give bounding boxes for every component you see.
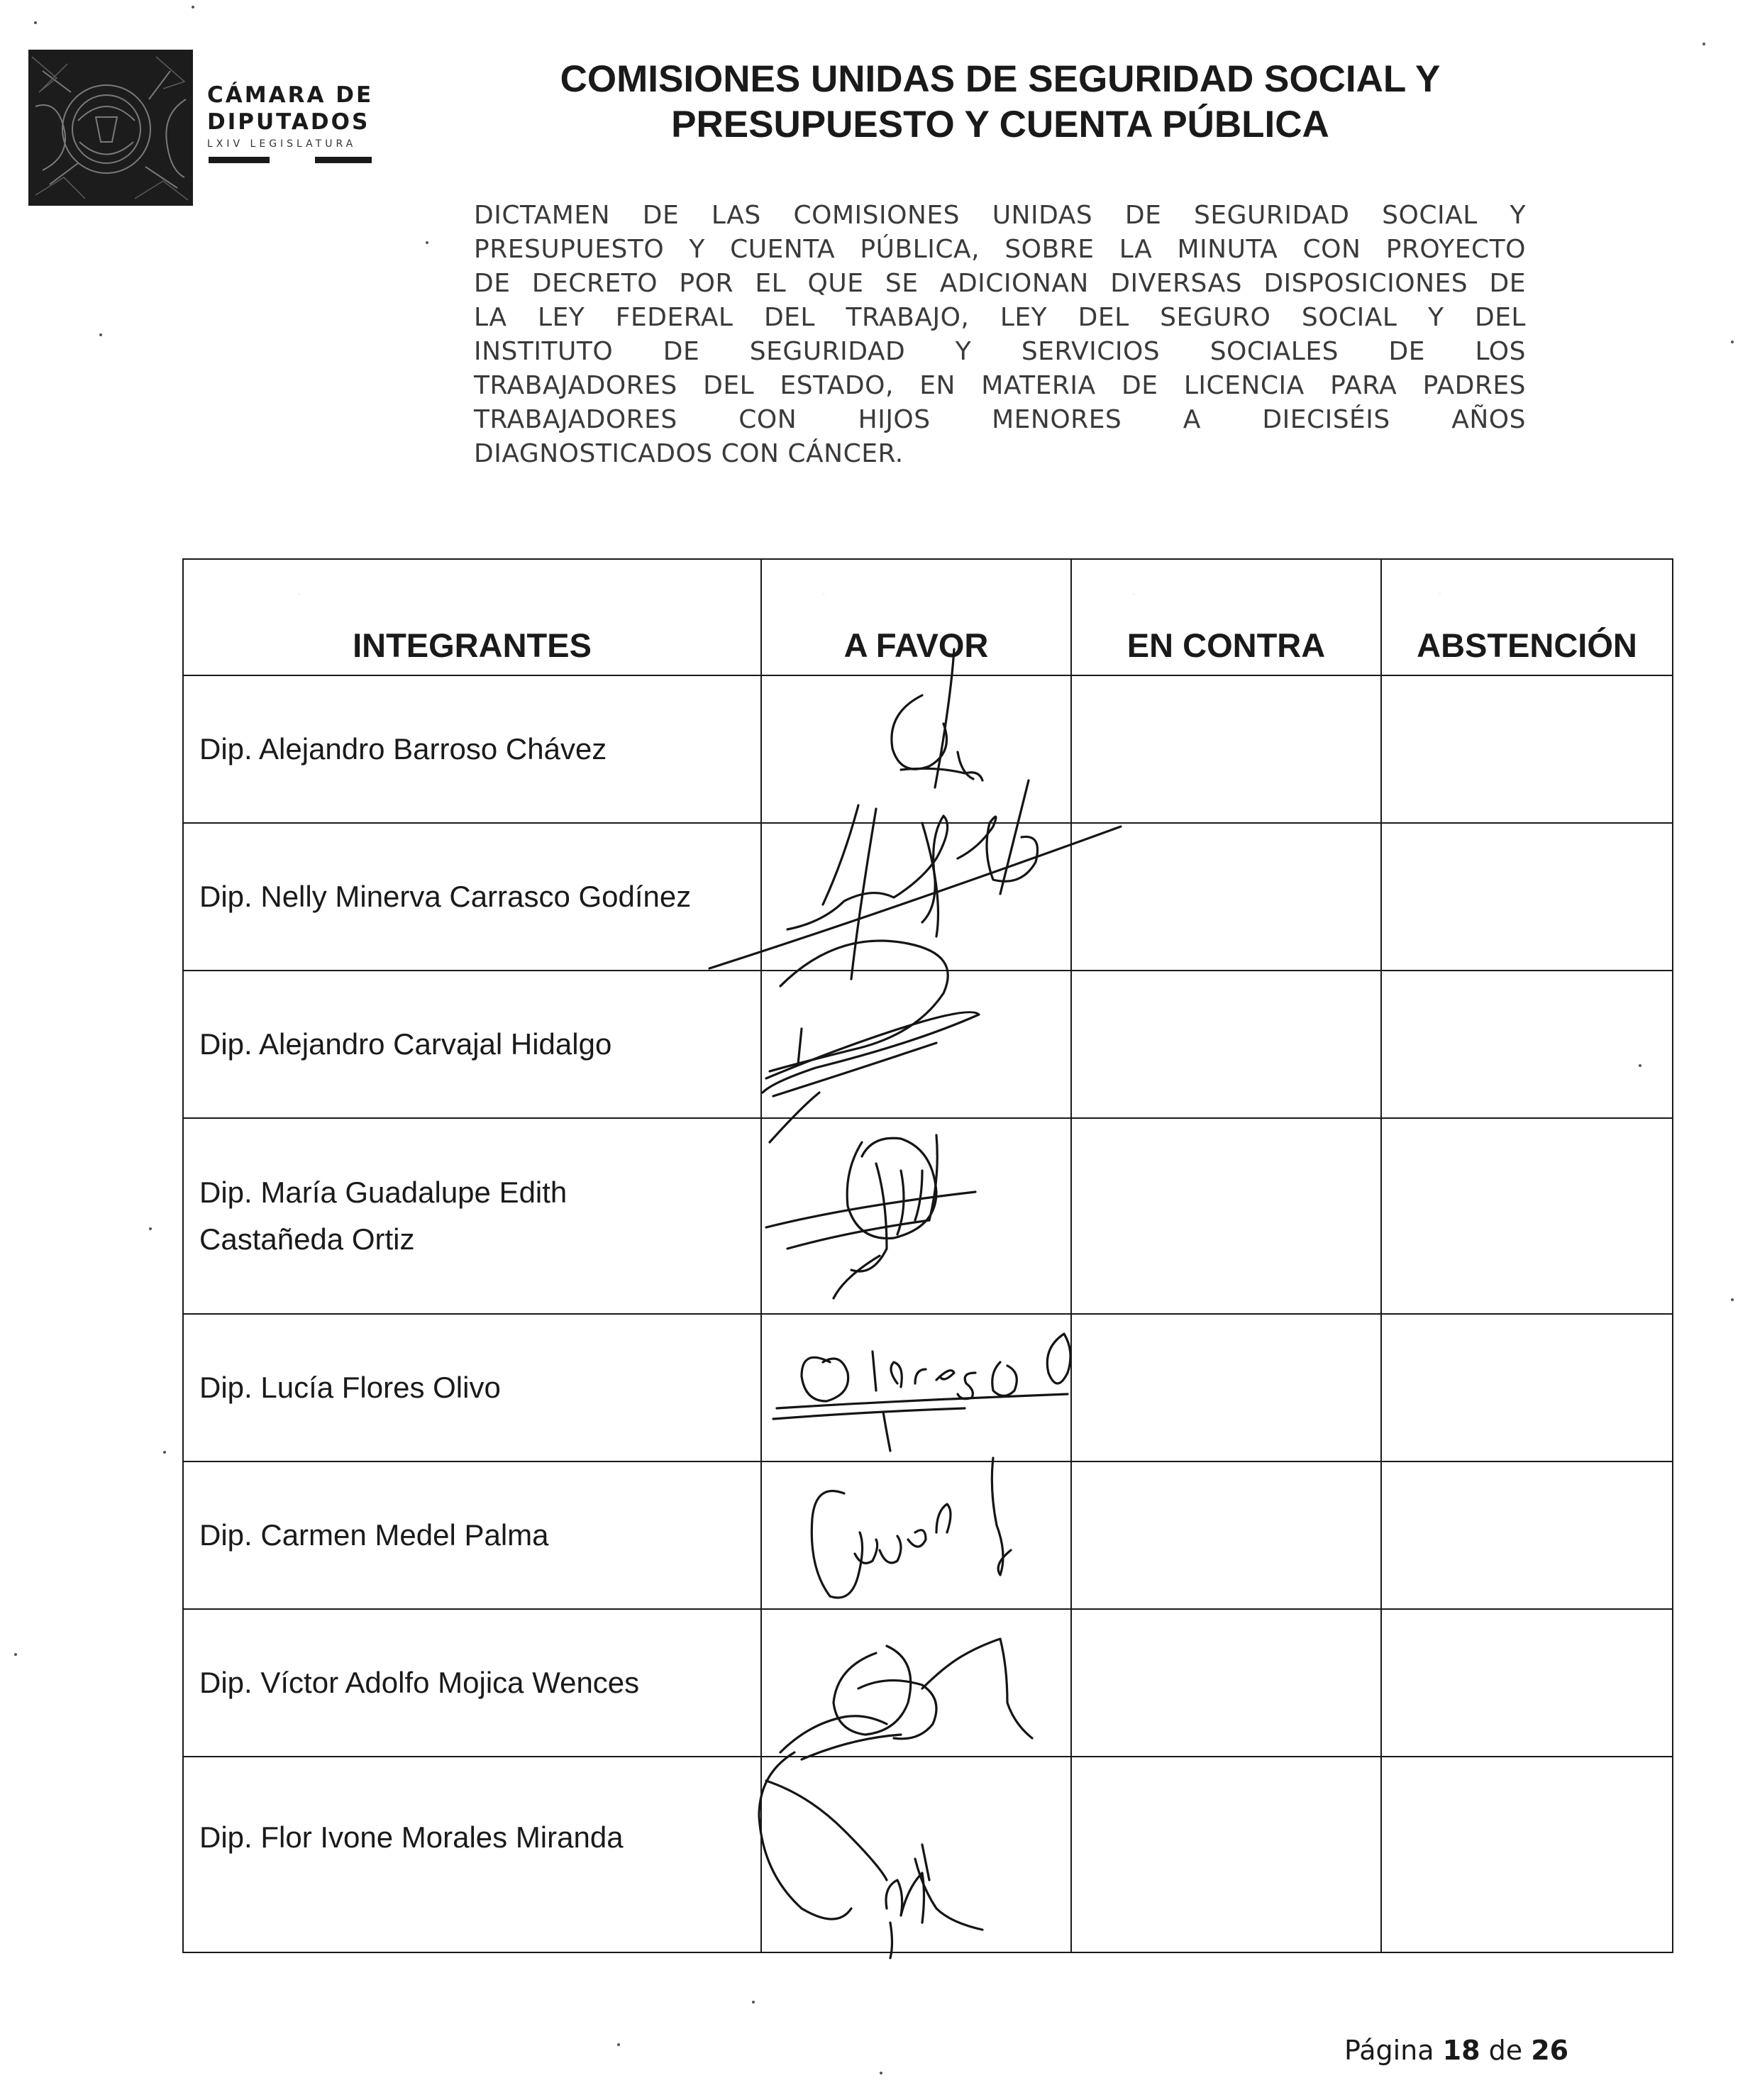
vote-cell-a-favor [761,1314,1071,1461]
table-header-row [183,559,1673,675]
table-row [183,971,1673,1118]
vote-cell-en-contra [1071,971,1381,1118]
header-integrantes: INTEGRANTES [183,559,761,675]
vote-cell-a-favor [761,1118,1071,1314]
page-of: de [1488,2035,1523,2066]
vote-cell-abstencion [1381,971,1673,1118]
member-name: Dip. Nelly Minerva Carrasco Godínez [183,823,761,971]
page-current: 18 [1442,2035,1480,2066]
vote-cell-a-favor [761,823,1071,971]
scan-speck [34,21,37,24]
vote-cell-a-favor [761,1757,1071,1952]
scan-speck [149,1227,152,1230]
member-name: Dip. Lucía Flores Olivo [183,1314,761,1461]
title-line-2: PRESUPUESTO Y CUENTA PÚBLICA [671,104,1329,145]
member-name: Dip. Víctor Adolfo Mojica Wences [183,1609,761,1757]
vote-cell-en-contra [1071,1461,1381,1609]
vote-cell-en-contra [1071,823,1381,971]
header-en-contra: EN CONTRA [1071,559,1381,675]
member-name-line-1: Dip. María Guadalupe Edith [199,1176,568,1209]
member-name: Dip. Flor Ivone Morales Miranda [183,1757,761,1952]
logo-underline-bars [207,157,384,164]
vote-cell-abstencion [1381,1118,1673,1314]
dictamen-line: DE DECRETO POR EL QUE SE ADICIONAN DIVERSAS DISPOSICIONES DE [474,269,1526,298]
document-title [454,57,1546,148]
scan-speck [192,6,194,9]
vote-cell-abstencion [1381,1757,1673,1952]
dictamen-line: PRESUPUESTO Y CUENTA PÚBLICA, SOBRE LA MINUTA CON PROYECTO [474,235,1526,264]
chamber-seal-logo [28,50,193,206]
scan-speck [880,2072,882,2074]
logo-line-diputados: DIPUTADOS [207,109,370,135]
logo-line-camara: CÁMARA DE [207,82,374,108]
member-name [183,1118,761,1314]
dictamen-line: TRABAJADORES DEL ESTADO, EN MATERIA DE LICENCIA PARA PADRES [474,371,1526,400]
vote-cell-en-contra [1071,1609,1381,1757]
vote-cell-a-favor [761,675,1071,823]
page-number [1344,2035,1568,2066]
dictamen-line: INSTITUTO DE SEGURIDAD Y SERVICIOS SOCIALES DE LOS [474,337,1526,366]
scan-speck [163,1451,166,1454]
dictamen-paragraph [474,199,1526,471]
scan-speck [99,333,102,336]
member-name: Dip. Alejandro Barroso Chávez [183,675,761,823]
table-row [183,1461,1673,1609]
table-row [183,675,1673,823]
vote-table [182,558,1673,1953]
table-row [183,1757,1673,1952]
member-name: Dip. Carmen Medel Palma [183,1461,761,1609]
table-row [183,823,1673,971]
title-line-1: COMISIONES UNIDAS DE SEGURIDAD SOCIAL Y [560,58,1441,100]
vote-cell-en-contra [1071,675,1381,823]
scan-speck [1639,1064,1641,1067]
vote-cell-en-contra [1071,1118,1381,1314]
table-row [183,1609,1673,1757]
scan-speck [1731,1298,1734,1301]
page-label: Página [1344,2035,1434,2066]
page-total: 26 [1531,2035,1569,2066]
table-row [183,1314,1673,1461]
member-name-line-2: Castañeda Ortiz [199,1222,415,1256]
vote-cell-abstencion [1381,675,1673,823]
vote-cell-abstencion [1381,1461,1673,1609]
vote-cell-a-favor [761,971,1071,1118]
dictamen-line: DIAGNOSTICADOS CON CÁNCER. [474,439,904,468]
scan-speck [1703,43,1705,45]
scan-speck [14,1653,17,1656]
vote-cell-a-favor [761,1461,1071,1609]
logo-line-legislatura: LXIV LEGISLATURA [207,138,357,150]
vote-cell-a-favor [761,1609,1071,1757]
vote-cell-abstencion [1381,823,1673,971]
scan-speck [617,2043,620,2046]
chamber-wordmark [207,82,384,164]
dictamen-line: LA LEY FEDERAL DEL TRABAJO, LEY DEL SEGURO SOCIAL Y DEL [474,303,1526,332]
scan-speck [426,241,428,244]
scan-speck [752,2001,755,2004]
scan-speck [1731,341,1734,343]
vote-cell-en-contra [1071,1314,1381,1461]
dictamen-line: DICTAMEN DE LAS COMISIONES UNIDAS DE SEGURIDAD SOCIAL Y [474,201,1526,230]
header-abstencion: ABSTENCIÓN [1381,559,1673,675]
member-name: Dip. Alejandro Carvajal Hidalgo [183,971,761,1118]
vote-cell-en-contra [1071,1757,1381,1952]
table-row [183,1118,1673,1314]
vote-cell-abstencion [1381,1609,1673,1757]
dictamen-line: TRABAJADORES CON HIJOS MENORES A DIECISÉIS AÑOS [474,405,1526,434]
vote-cell-abstencion [1381,1314,1673,1461]
header-a-favor: A FAVOR [761,559,1071,675]
